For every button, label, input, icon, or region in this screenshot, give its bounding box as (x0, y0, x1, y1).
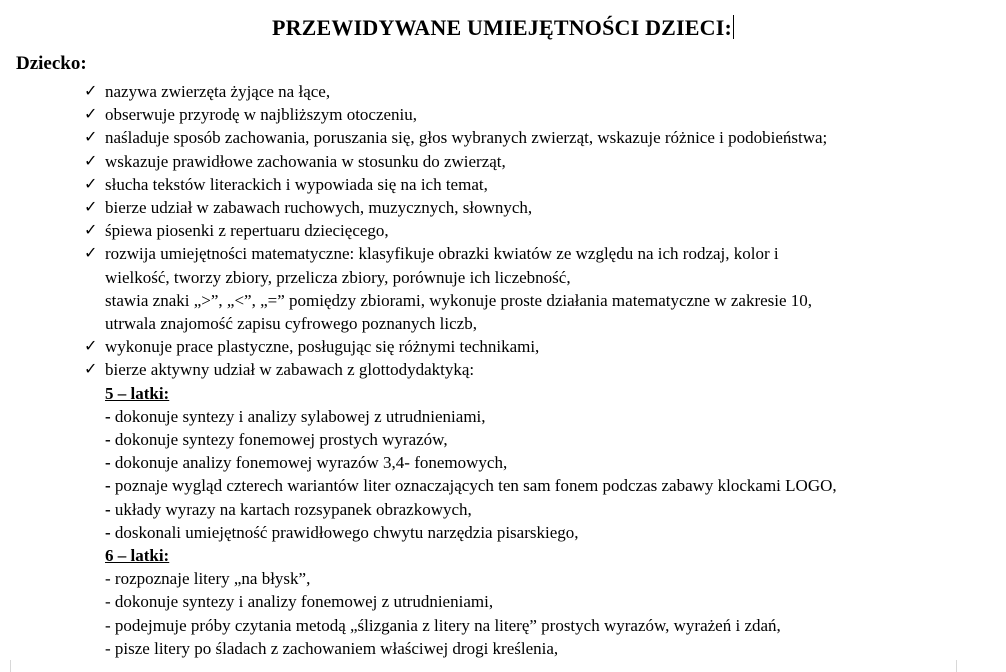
list-item (84, 150, 999, 173)
dash-item-text: dokonuje syntezy i analizy sylabowej z utrudnieniami, (114, 406, 486, 426)
item-text: śpiewa piosenki z repertuaru dziecięcego, (105, 221, 389, 241)
dash-item: - układy wyrazy na kartach rozsypanek obrazkowych, (105, 499, 472, 519)
list-item (84, 335, 999, 358)
dash-item: - dokonuje analizy fonemowej wyrazów 3,4- fonemowych, (105, 453, 508, 473)
page-corner-mark-left (10, 660, 11, 672)
subject-heading: Dziecko: (16, 53, 87, 74)
check-mark-icon: ✓ (84, 197, 98, 217)
list-item (84, 219, 999, 242)
item-text: nazywa zwierzęta żyjące na łące, (105, 82, 331, 101)
dash-item: - dokonuje syntezy fonemowej prostych wyrazów, (105, 430, 448, 450)
item-text: obserwuje przyrodę w najbliższym otoczeniu, (105, 105, 418, 125)
list-item (84, 126, 999, 149)
item-text: wykonuje prace plastyczne, posługując się różnymi technikami, (105, 337, 540, 357)
item-text: słucha tekstów literackich i wypowiada się na ich temat, (105, 174, 488, 194)
dash-item-text: dokonuje syntezy i analizy fonemowej z utrudnieniami, (114, 592, 494, 612)
document-title (0, 14, 1006, 42)
text-cursor (733, 15, 734, 39)
dash-item: - dokonuje syntezy i analizy fonemowej z utrudnieniami, (105, 592, 494, 612)
list-item (84, 173, 999, 196)
list-item (84, 358, 999, 381)
dash-item-text: pisze litery po śladach z zachowaniem właściwej drogi kreślenia, (114, 638, 559, 658)
check-mark-icon: ✓ (84, 81, 98, 100)
item-text: wskazuje prawidłowe zachowania w stosunku do zwierząt, (105, 151, 506, 171)
group-6-latki (105, 544, 999, 660)
item-text: bierze udział w zabawach ruchowych, muzycznych, słownych, (105, 198, 533, 218)
list-item (84, 103, 999, 126)
dash-item: - dokonuje syntezy i analizy sylabowej z utrudnieniami, (105, 406, 486, 426)
dash-item-text: dokonuje analizy fonemowej wyrazów 3,4- fonemowych, (114, 453, 508, 473)
item-text: rozwija umiejętności matematyczne: klasyfikuje obrazki kwiatów ze względu na ich rodzaj, kolor i (105, 244, 779, 264)
item-text: bierze aktywny udział w zabawach z glottodydaktyką: (105, 360, 475, 380)
dash-item-text: dokonuje syntezy fonemowej prostych wyrazów, (114, 430, 448, 450)
check-mark-icon: ✓ (84, 243, 98, 263)
check-mark-icon: ✓ (84, 104, 98, 124)
dash-item-text: poznaje wygląd czterech wariantów liter oznaczających ten sam fonem podczas zabawy klockami LOGO, (114, 476, 837, 496)
dash-item: - rozpoznaje litery „na błysk”, (105, 569, 311, 589)
dash-item-text: doskonali umiejętność prawidłowego chwytu narzędzia pisarskiego, (114, 522, 579, 542)
dash-item: - pisze litery po śladach z zachowaniem właściwej drogi kreślenia, (105, 638, 559, 658)
skills-list (84, 80, 999, 660)
check-mark-icon: ✓ (84, 336, 98, 356)
group-5-latki (105, 382, 999, 544)
dash-item: - poznaje wygląd czterech wariantów liter oznaczających ten sam fonem podczas zabawy klockami LOGO, (105, 476, 837, 496)
dash-item-text: rozpoznaje litery „na błysk”, (114, 569, 311, 589)
item-text: wielkość, tworzy zbiory, przelicza zbiory, porównuje ich liczebność, (105, 267, 571, 287)
dash-item: - doskonali umiejętność prawidłowego chwytu narzędzia pisarskiego, (105, 522, 579, 542)
dash-item-text: układy wyrazy na kartach rozsypanek obrazkowych, (114, 499, 472, 519)
title-text: PRZEWIDYWANE UMIEJĘTNOŚCI DZIECI: (271, 15, 733, 40)
check-mark-icon: ✓ (84, 127, 98, 147)
item-text: naśladuje sposób zachowania, poruszania się, głos wybranych zwierząt, wskazuje różnice i podobieństwa; (105, 128, 828, 148)
check-mark-icon: ✓ (84, 220, 98, 240)
check-mark-icon: ✓ (84, 173, 98, 193)
dash-item-text: podejmuje próby czytania metodą „ślizgania z litery na literę” prostych wyrazów, wyrażeń i zdań, (114, 615, 781, 635)
list-item (84, 80, 999, 103)
dash-item: - podejmuje próby czytania metodą „ślizgania z litery na literę” prostych wyrazów, wyrażeń i zdań, (105, 615, 781, 635)
group-heading: 5 – latki: (105, 383, 170, 403)
list-item (84, 242, 999, 335)
item-text: utrwala znajomość zapisu cyfrowego poznanych liczb, (105, 314, 477, 334)
check-mark-icon: ✓ (84, 359, 98, 379)
check-mark-icon: ✓ (84, 150, 98, 170)
item-text: stawia znaki „>”, „<”, „=” pomiędzy zbiorami, wykonuje proste działania matematyczne w zakresie 10, (105, 290, 813, 310)
list-item (84, 196, 999, 219)
page-corner-mark-right (956, 660, 957, 672)
group-heading: 6 – latki: (105, 546, 170, 566)
